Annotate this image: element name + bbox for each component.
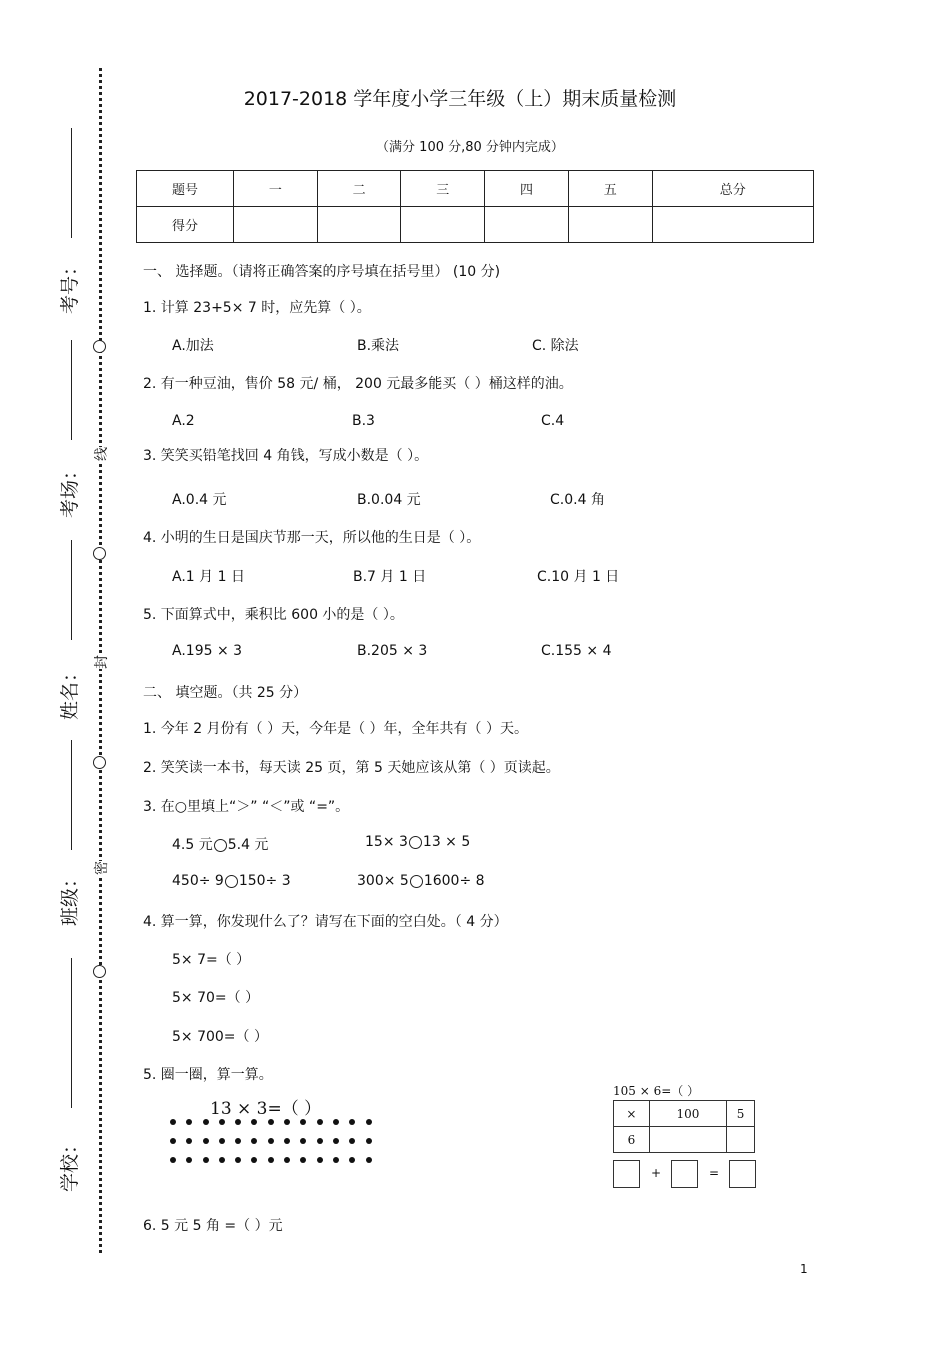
page-subtitle: （满分 100 分,80 分钟内完成） — [376, 140, 564, 155]
table-row — [614, 1101, 755, 1127]
compare-left: 4.5 元 — [172, 837, 213, 853]
option-b: B.3 — [352, 413, 375, 429]
score-cell: 五 — [568, 171, 652, 207]
dot — [251, 1157, 257, 1163]
dot — [186, 1138, 192, 1144]
option-c: C.155 × 4 — [541, 643, 612, 659]
seal-char-mi: 密 — [91, 861, 111, 875]
score-header-row — [137, 171, 814, 207]
dot — [219, 1138, 225, 1144]
dot — [219, 1157, 225, 1163]
score-input-cell[interactable] — [234, 207, 318, 243]
dot — [203, 1157, 209, 1163]
option-a: A.1 月 1 日 — [172, 569, 245, 585]
equals-sign: = — [709, 1166, 720, 1180]
compare-right: 1600÷ 8 — [423, 873, 485, 889]
score-row — [137, 207, 814, 243]
score-cell: 四 — [485, 171, 569, 207]
option-b: B.乘法 — [357, 338, 400, 354]
dot — [317, 1119, 323, 1125]
compare-right: 13 × 5 — [422, 834, 471, 850]
option-c: C. 除法 — [532, 338, 579, 354]
dot — [366, 1119, 372, 1125]
table-cell: 100 — [649, 1101, 726, 1127]
label-name: 姓名： — [59, 662, 82, 721]
option-a: A.2 — [172, 413, 195, 429]
dot — [203, 1119, 209, 1125]
class-line — [71, 740, 72, 850]
compare-left: 15× 3 — [365, 834, 408, 850]
question-2-6: 6. 5 元 5 角 =（ ）元 — [143, 1218, 283, 1234]
dot — [284, 1157, 290, 1163]
score-cell: 一 — [234, 171, 318, 207]
dot-row — [170, 1138, 382, 1144]
dot — [170, 1119, 176, 1125]
binding-hole — [93, 965, 106, 978]
option-a: A.加法 — [172, 338, 214, 354]
table-cell: 6 — [614, 1127, 650, 1153]
score-cell: 三 — [401, 171, 485, 207]
dot — [251, 1119, 257, 1125]
score-cell: 二 — [317, 171, 401, 207]
binding-hole — [93, 547, 106, 560]
label-exam-number: 考号： — [59, 256, 82, 315]
score-table — [136, 170, 814, 243]
question-2-5: 5. 圈一圈，算一算。 — [143, 1067, 273, 1083]
score-input-cell[interactable] — [401, 207, 485, 243]
page-title: 2017-2018 学年度小学三年级（上）期末质量检测 — [243, 88, 677, 110]
plus-sign: + — [651, 1166, 662, 1180]
dot — [186, 1157, 192, 1163]
question-2-1: 1. 今年 2 月份有（ ）天，今年是（ ）年，全年共有（ ）天。 — [143, 721, 528, 737]
score-cell: 得分 — [137, 207, 234, 243]
dot — [186, 1119, 192, 1125]
option-c: C.0.4 角 — [550, 492, 605, 508]
dot — [284, 1119, 290, 1125]
compare-item — [172, 834, 268, 854]
option-c: C.4 — [541, 413, 565, 429]
dot — [268, 1119, 274, 1125]
option-b: B.0.04 元 — [357, 492, 421, 508]
multiply-expression: 105 × 6=（ ） — [613, 1084, 700, 1098]
question-1-4: 4. 小明的生日是国庆节那一天，所以他的生日是（ ）。 — [143, 530, 481, 546]
binding-hole — [93, 756, 106, 769]
score-cell: 总分 — [652, 171, 813, 207]
score-input-cell[interactable] — [568, 207, 652, 243]
section2-heading: 二、 填空题。（共 25 分） — [143, 685, 308, 701]
dot — [317, 1157, 323, 1163]
score-input-cell[interactable] — [652, 207, 813, 243]
label-school: 学校： — [59, 1134, 82, 1193]
answer-box[interactable] — [671, 1160, 698, 1188]
dot — [268, 1138, 274, 1144]
dot — [333, 1157, 339, 1163]
option-c: C.10 月 1 日 — [537, 569, 620, 585]
compare-item — [365, 834, 470, 850]
table-cell: 5 — [727, 1101, 755, 1127]
question-2-3: 3. 在○里填上“＞” “＜”或 “=”。 — [143, 799, 350, 815]
dot-row — [170, 1119, 382, 1125]
compare-left: 450÷ 9 — [172, 873, 224, 889]
seal-char-xian: 线 — [91, 447, 111, 461]
dot — [235, 1138, 241, 1144]
dot — [170, 1138, 176, 1144]
dot — [333, 1138, 339, 1144]
calc-item: 5× 70=（ ） — [172, 990, 260, 1006]
binding-hole — [93, 340, 106, 353]
dot — [284, 1138, 290, 1144]
question-1-2: 2. 有一种豆油，售价 58 元/ 桶， 200 元最多能买（ ）桶这样的油。 — [143, 376, 573, 392]
name-line — [71, 540, 72, 640]
compare-circle-icon[interactable] — [214, 839, 227, 852]
dot — [366, 1157, 372, 1163]
score-cell: 题号 — [137, 171, 234, 207]
compare-circle-icon[interactable] — [410, 875, 423, 888]
question-1-5: 5. 下面算式中，乘积比 600 小的是（ ）。 — [143, 607, 404, 623]
option-b: B.205 × 3 — [357, 643, 428, 659]
question-1-1: 1. 计算 23+5× 7 时，应先算（ ）。 — [143, 300, 371, 316]
dot — [170, 1157, 176, 1163]
label-exam-room: 考场： — [59, 460, 82, 519]
dot — [349, 1119, 355, 1125]
dot — [300, 1157, 306, 1163]
table-row — [614, 1127, 755, 1153]
dot — [349, 1138, 355, 1144]
answer-cell[interactable] — [727, 1127, 755, 1153]
calc-item: 5× 7=（ ） — [172, 952, 251, 968]
dot — [219, 1119, 225, 1125]
label-class: 班级： — [59, 868, 82, 927]
circle-expression: 13 × 3=（ ） — [210, 1099, 322, 1119]
calc-item: 5× 700=（ ） — [172, 1029, 268, 1045]
dot-row — [170, 1157, 382, 1163]
page-number: 1 — [800, 1262, 808, 1276]
dot — [268, 1157, 274, 1163]
score-input-cell[interactable] — [485, 207, 569, 243]
question-2-4: 4. 算一算，你发现什么了？请写在下面的空白处。（ 4 分） — [143, 914, 508, 930]
option-b: B.7 月 1 日 — [353, 569, 427, 585]
compare-item — [357, 873, 485, 889]
dot — [235, 1119, 241, 1125]
dot — [349, 1157, 355, 1163]
dot — [300, 1138, 306, 1144]
answer-box[interactable] — [729, 1160, 756, 1188]
table-cell: × — [614, 1101, 650, 1127]
answer-box[interactable] — [613, 1160, 640, 1188]
dot — [251, 1138, 257, 1144]
exam-room-line — [71, 340, 72, 440]
compare-right: 150÷ 3 — [238, 873, 291, 889]
compare-item — [172, 873, 291, 889]
dot — [203, 1138, 209, 1144]
score-input-cell[interactable] — [317, 207, 401, 243]
dot — [333, 1119, 339, 1125]
dot — [366, 1138, 372, 1144]
multiply-table — [613, 1100, 755, 1153]
dot — [300, 1119, 306, 1125]
section1-heading: 一、 选择题。（请将正确答案的序号填在括号里） (10 分) — [143, 264, 501, 280]
seal-char-feng: 封 — [91, 655, 111, 669]
dot — [317, 1138, 323, 1144]
compare-circle-icon[interactable] — [409, 836, 422, 849]
option-a: A.195 × 3 — [172, 643, 243, 659]
dot — [235, 1157, 241, 1163]
compare-right: 5.4 元 — [227, 837, 269, 853]
answer-cell[interactable] — [649, 1127, 726, 1153]
question-2-2: 2. 笑笑读一本书，每天读 25 页，第 5 天她应该从第（ ）页读起。 — [143, 760, 560, 776]
school-line — [71, 958, 72, 1108]
question-1-3: 3. 笑笑买铅笔找回 4 角钱，写成小数是（ ）。 — [143, 448, 429, 464]
compare-circle-icon[interactable] — [225, 875, 238, 888]
option-a: A.0.4 元 — [172, 492, 227, 508]
compare-left: 300× 5 — [357, 873, 409, 889]
